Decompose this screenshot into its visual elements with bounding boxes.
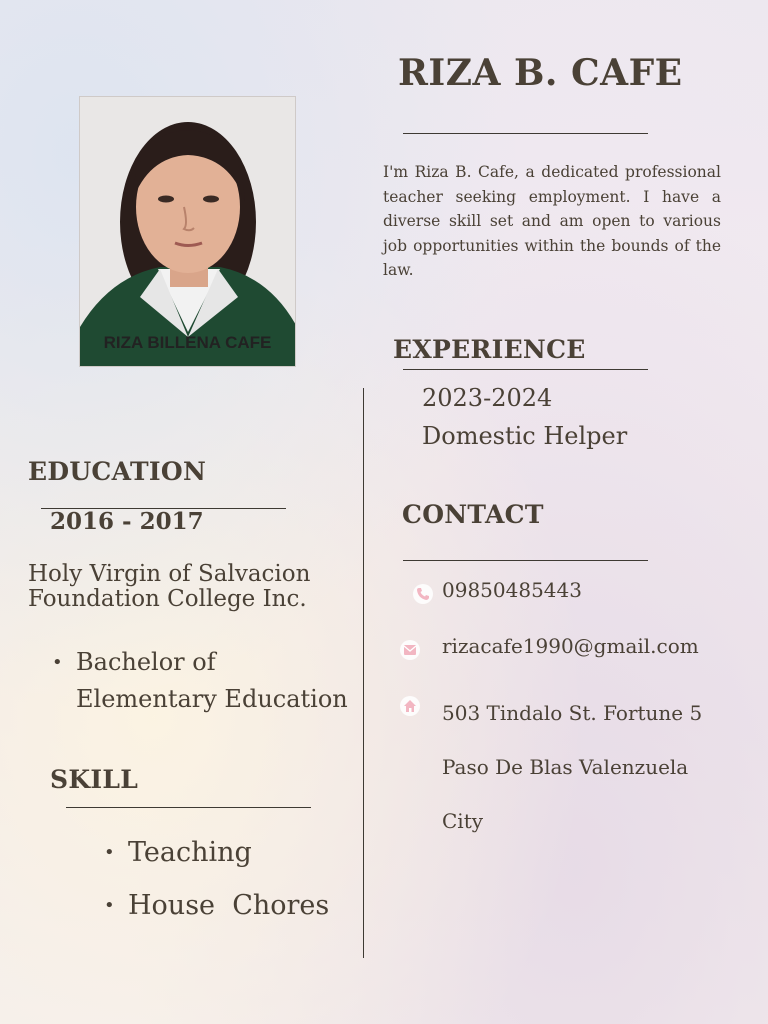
skill-item: • House Chores — [104, 890, 330, 921]
skill-heading: SKILL — [50, 765, 139, 794]
name-divider — [403, 133, 648, 134]
about-text: I'm Riza B. Cafe, a dedicated professional teacher seeking employment. I have a diverse skill set and am open to various job opportunities within the bounds of the law. — [383, 163, 721, 279]
degree-line-2: Elementary Education — [76, 685, 348, 713]
skill-list — [104, 826, 329, 932]
education-years: 2016 - 2017 — [50, 508, 204, 535]
contact-address — [442, 686, 702, 848]
mail-icon — [400, 640, 420, 660]
education-heading: EDUCATION — [28, 457, 207, 486]
contact-phone: 09850485443 — [442, 578, 582, 602]
address-line-3: City — [442, 809, 484, 833]
photo-caption: RIZA BILLENA CAFE — [103, 333, 272, 352]
contact-heading: CONTACT — [402, 500, 544, 529]
profile-photo — [79, 96, 296, 367]
skill-item: • Teaching — [104, 837, 252, 868]
address-line-2: Paso De Blas Valenzuela — [442, 755, 689, 779]
experience-divider — [403, 369, 648, 370]
education-school: Holy Virgin of Salvacion Foundation College Inc. — [28, 561, 311, 612]
education-degree — [52, 644, 348, 718]
experience-heading: EXPERIENCE — [393, 335, 586, 364]
column-divider — [363, 388, 364, 958]
experience-role: Domestic Helper — [422, 422, 628, 450]
phone-icon — [413, 584, 433, 604]
experience-years: 2023-2024 — [422, 384, 553, 412]
contact-divider — [403, 560, 648, 561]
bullet-icon: • — [52, 652, 63, 673]
home-icon — [400, 696, 420, 716]
address-line-1: 503 Tindalo St. Fortune 5 — [442, 701, 703, 725]
skill-divider — [66, 807, 311, 808]
degree-line-1: Bachelor of — [76, 648, 216, 676]
resume-name: RIZA B. CAFE — [398, 52, 683, 94]
contact-email: rizacafe1990@gmail.com — [442, 634, 699, 658]
